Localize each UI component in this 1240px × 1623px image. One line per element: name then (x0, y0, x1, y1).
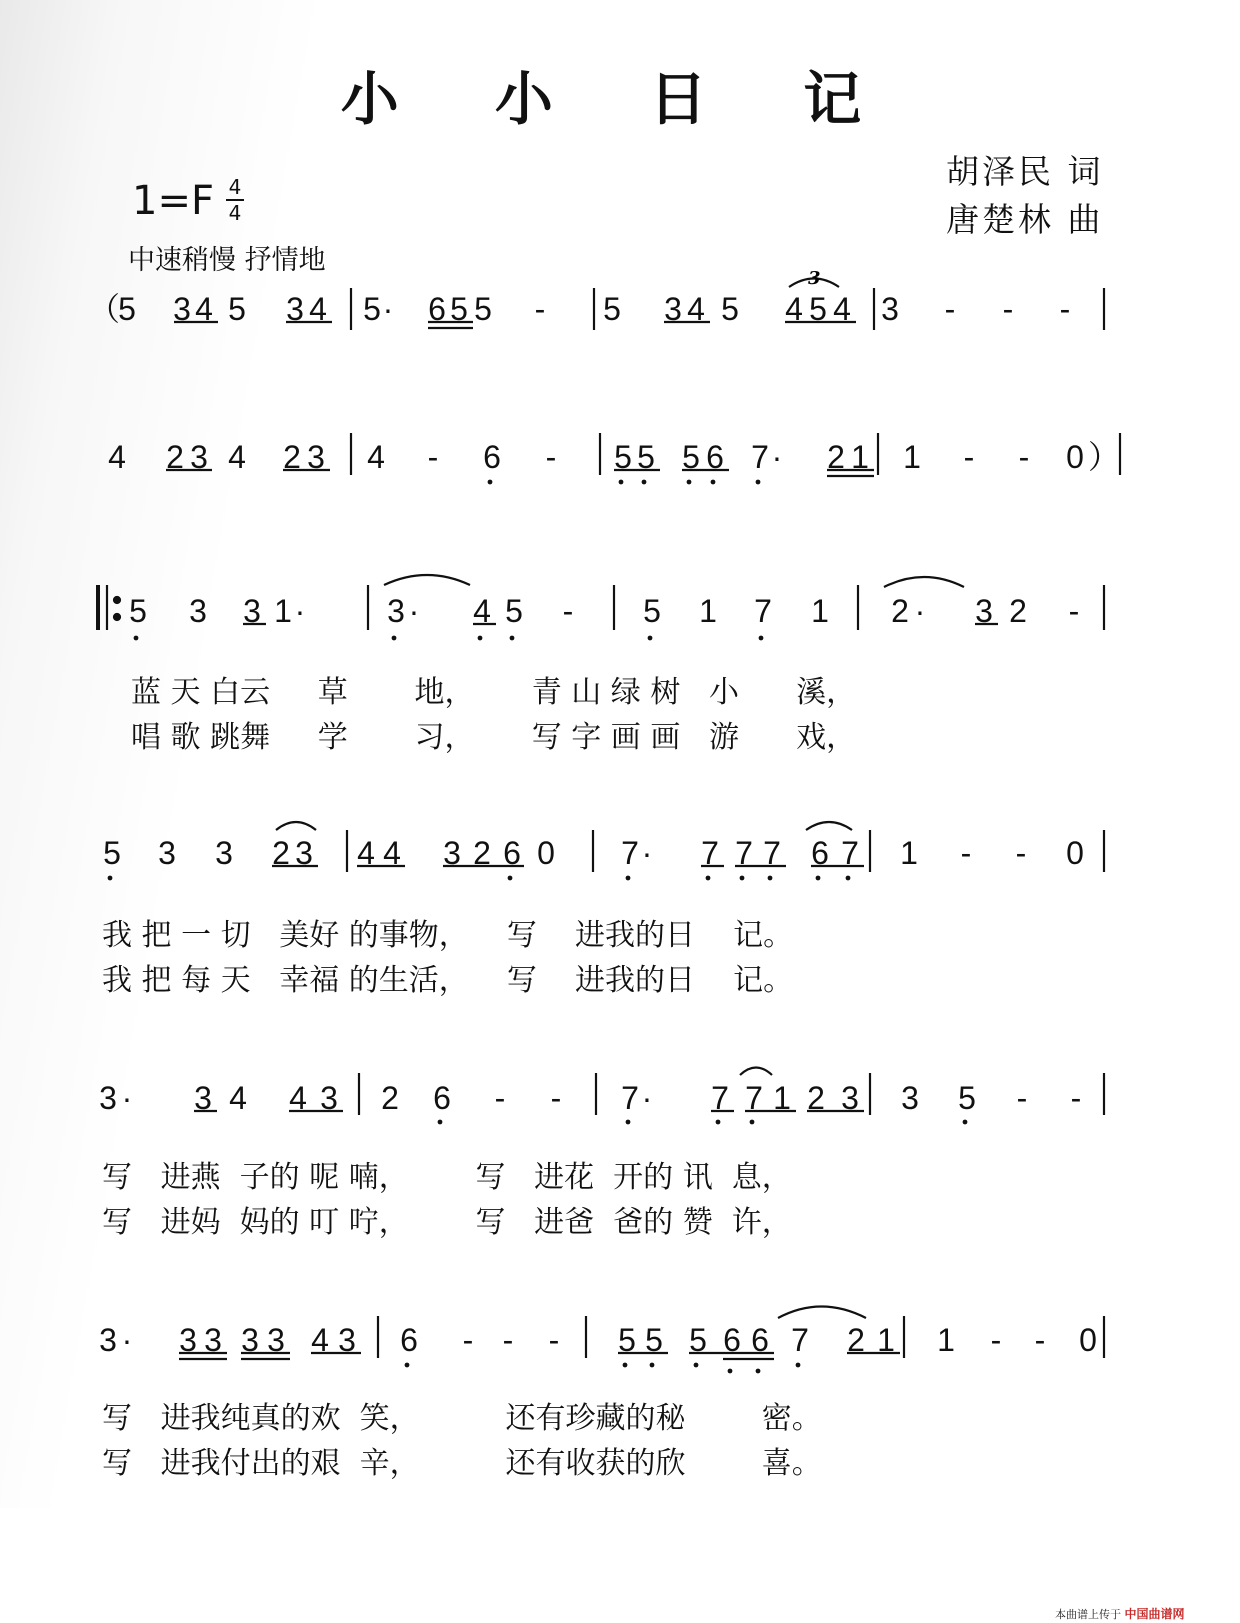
note: 5 (505, 593, 523, 629)
note: 5 (689, 1322, 707, 1358)
tie (884, 577, 964, 587)
note: 6 (428, 291, 446, 327)
repeat-dot (114, 614, 120, 620)
note: - (427, 439, 439, 475)
note: - (963, 439, 975, 475)
note: 2 (1009, 593, 1027, 629)
repeat-dot (114, 597, 120, 603)
note: 2 (827, 439, 845, 475)
lyric-line: 写 进我纯真的欢 笑， 还有珍藏的秘 密。 (102, 1401, 822, 1436)
note: 4 (473, 593, 491, 629)
note: - (462, 1322, 474, 1358)
note: 4 (289, 1080, 307, 1116)
lyric-line: 蓝 天 白云 草 地， 青 山 绿 树 小 溪， (131, 675, 857, 710)
note: - (545, 439, 557, 475)
note: - (1016, 1080, 1028, 1116)
note: - (990, 1322, 1002, 1358)
note: 1 (274, 593, 292, 629)
note: 4 (367, 439, 385, 475)
note: 6 (706, 439, 724, 475)
note: 7 (841, 835, 859, 871)
time-signature-top: 4 (228, 175, 242, 199)
note: · (641, 1080, 653, 1116)
note: 4 (228, 439, 246, 475)
note: 7 (735, 835, 753, 871)
note: · (121, 1322, 133, 1358)
lyric-line: 唱 歌 跳舞 学 习， 写 字 画 画 游 戏， (131, 720, 857, 755)
note: 3 (189, 593, 207, 629)
note: 1 (937, 1322, 955, 1358)
note: - (494, 1080, 506, 1116)
note: 1 (900, 835, 918, 871)
note: - (534, 291, 546, 327)
note: 5 (637, 439, 655, 475)
note: 7 (621, 835, 639, 871)
note: 5 (643, 593, 661, 629)
note: 3 (307, 439, 325, 475)
note: 7 (745, 1080, 763, 1116)
lyric-line: 我 把 一 切 美好 的事物， 写 进我的日 记。 (102, 918, 794, 953)
note: 5 (129, 593, 147, 629)
note: 7 (763, 835, 781, 871)
note: 1 (773, 1080, 791, 1116)
slur (276, 822, 316, 830)
note: - (1015, 835, 1027, 871)
note: 0 (1066, 439, 1084, 475)
note: 3 (881, 291, 899, 327)
note: 0 (1079, 1322, 1097, 1358)
note: 7 (791, 1322, 809, 1358)
slur (740, 1068, 772, 1076)
note: 2 (166, 439, 184, 475)
note: 4 (687, 291, 705, 327)
note: · (641, 835, 653, 871)
note: 5 (614, 439, 632, 475)
note: 4 (108, 439, 126, 475)
note: 4 (833, 291, 851, 327)
note: 3 (901, 1080, 919, 1116)
triplet-number: 3 (808, 268, 821, 289)
note: 2 (847, 1322, 865, 1358)
lyric-line: 写 进我付出的艰 辛， 还有收获的欣 喜。 (102, 1446, 822, 1481)
note: ） (1087, 439, 1121, 475)
note: 3 (173, 291, 191, 327)
note: · (121, 1080, 133, 1116)
note: 6 (400, 1322, 418, 1358)
note: - (562, 593, 574, 629)
note: 3 (179, 1322, 197, 1358)
note: 4 (195, 291, 213, 327)
note: 3 (194, 1080, 212, 1116)
note: 3 (243, 593, 261, 629)
note: 5 (645, 1322, 663, 1358)
note: 5 (682, 439, 700, 475)
note: 3 (215, 835, 233, 871)
note: 3 (190, 439, 208, 475)
note: 3 (99, 1322, 117, 1358)
note: 0 (537, 835, 555, 871)
note: 5 (721, 291, 739, 327)
note: 5 (228, 291, 246, 327)
note: （ (87, 291, 121, 327)
note: - (944, 291, 956, 327)
song-title: 小 小 日 记 (340, 65, 900, 133)
note: 4 (357, 835, 375, 871)
upload-credit (1055, 1605, 1185, 1622)
note: · (914, 593, 926, 629)
composer-credit: 唐楚林 曲 (946, 200, 1104, 239)
time-signature-bottom: 4 (228, 201, 242, 225)
note: 5 (363, 291, 381, 327)
note: 2 (272, 835, 290, 871)
note: 6 (723, 1322, 741, 1358)
note: 5 (474, 291, 492, 327)
note: 1 (811, 593, 829, 629)
note: 7 (711, 1080, 729, 1116)
note: 6 (483, 439, 501, 475)
note: 4 (229, 1080, 247, 1116)
tempo-marking: 中速稍慢 抒情地 (128, 245, 326, 276)
note: 4 (383, 835, 401, 871)
note: 3 (975, 593, 993, 629)
note: - (1070, 1080, 1082, 1116)
key-signature: 1=F (132, 178, 214, 224)
note: · (294, 593, 306, 629)
note: - (1068, 593, 1080, 629)
note: 3 (286, 291, 304, 327)
note: 5 (118, 291, 136, 327)
note: 2 (807, 1080, 825, 1116)
lyricist-credit: 胡泽民 词 (946, 152, 1104, 191)
note: 2 (381, 1080, 399, 1116)
note: 2 (283, 439, 301, 475)
note: 6 (433, 1080, 451, 1116)
upload-text: 本曲谱上传于 (1055, 1608, 1125, 1621)
lyric-line: 我 把 每 天 幸福 的生活， 写 进我的日 记。 (102, 963, 794, 998)
note: 7 (621, 1080, 639, 1116)
note: 3 (295, 835, 313, 871)
note: 7 (751, 439, 769, 475)
lyric-line: 写 进燕 子的 呢 喃， 写 进花 开的 讯 息， (102, 1160, 792, 1195)
note: - (1059, 291, 1071, 327)
note: 4 (311, 1322, 329, 1358)
note: 7 (701, 835, 719, 871)
note: 1 (903, 439, 921, 475)
tie (384, 575, 470, 585)
note: 5 (450, 291, 468, 327)
note: 5 (618, 1322, 636, 1358)
note: 3 (204, 1322, 222, 1358)
note: 3 (841, 1080, 859, 1116)
note: - (548, 1322, 560, 1358)
note: 6 (503, 835, 521, 871)
note: 5 (958, 1080, 976, 1116)
note: - (502, 1322, 514, 1358)
note: 5 (603, 291, 621, 327)
note: 2 (473, 835, 491, 871)
note: 3 (158, 835, 176, 871)
note: - (1002, 291, 1014, 327)
note: 3 (99, 1080, 117, 1116)
lyric-line: 写 进妈 妈的 叮 咛， 写 进爸 爸的 赞 许， (102, 1205, 792, 1240)
note: 3 (443, 835, 461, 871)
note: · (408, 593, 420, 629)
note: 6 (811, 835, 829, 871)
note: 7 (754, 593, 772, 629)
note: 3 (664, 291, 682, 327)
note: 4 (309, 291, 327, 327)
note: 1 (877, 1322, 895, 1358)
note: 1 (699, 593, 717, 629)
note: 6 (751, 1322, 769, 1358)
note: - (1018, 439, 1030, 475)
note: - (960, 835, 972, 871)
note: · (382, 291, 394, 327)
note: 0 (1066, 835, 1084, 871)
note: 3 (320, 1080, 338, 1116)
note: 4 (785, 291, 803, 327)
note: 5 (103, 835, 121, 871)
note: - (550, 1080, 562, 1116)
note: 3 (267, 1322, 285, 1358)
note: 2 (891, 593, 909, 629)
note: 1 (851, 439, 869, 475)
note: 3 (387, 593, 405, 629)
note: - (1034, 1322, 1046, 1358)
slur (806, 822, 852, 830)
note: 3 (338, 1322, 356, 1358)
note: 5 (809, 291, 827, 327)
site-logo: 中国曲谱网 (1124, 1607, 1185, 1621)
note: 3 (241, 1322, 259, 1358)
tie (778, 1307, 866, 1319)
note: · (771, 439, 783, 475)
